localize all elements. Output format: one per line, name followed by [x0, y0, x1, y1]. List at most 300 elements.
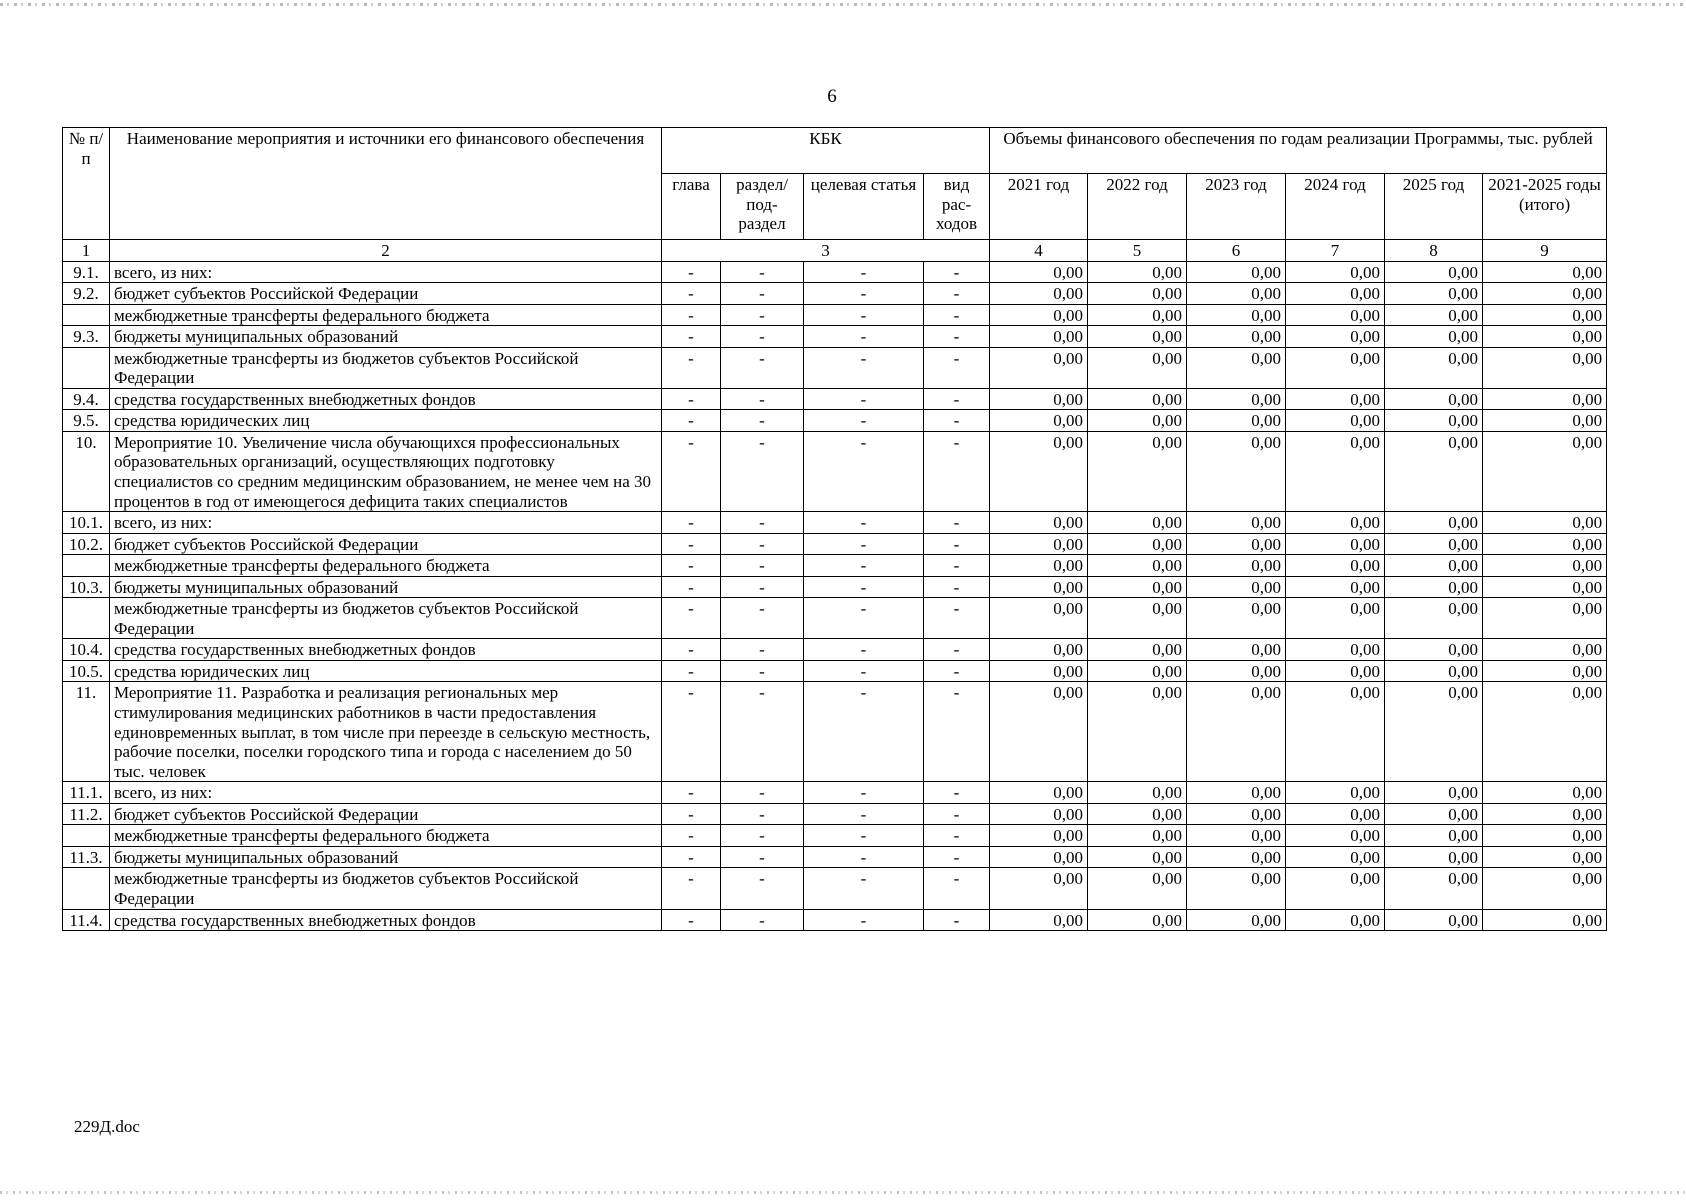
value-cell: 0,00	[1088, 782, 1187, 804]
value-cell: 0,00	[990, 576, 1088, 598]
header-kbk-statya: целевая статья	[804, 174, 924, 240]
table-row	[63, 261, 1607, 283]
value-cell: 0,00	[990, 431, 1088, 511]
value-cell: 0,00	[1385, 803, 1483, 825]
value-cell: 0,00	[1088, 846, 1187, 868]
kbk-cell: -	[924, 660, 990, 682]
value-cell: 0,00	[990, 261, 1088, 283]
value-cell: 0,00	[1286, 533, 1385, 555]
kbk-cell: -	[721, 576, 804, 598]
row-name: средства государственных внебюджетных фондов	[110, 639, 662, 661]
header-kbk: КБК	[662, 128, 990, 174]
row-name: средства юридических лиц	[110, 660, 662, 682]
value-cell: 0,00	[990, 639, 1088, 661]
value-cell: 0,00	[1187, 431, 1286, 511]
kbk-cell: -	[804, 803, 924, 825]
value-cell: 0,00	[1483, 868, 1607, 909]
kbk-cell: -	[721, 431, 804, 511]
table-row	[63, 803, 1607, 825]
kbk-cell: -	[804, 326, 924, 348]
value-cell: 0,00	[1385, 639, 1483, 661]
value-cell: 0,00	[1483, 533, 1607, 555]
value-cell: 0,00	[1385, 388, 1483, 410]
row-name: всего, из них:	[110, 261, 662, 283]
kbk-cell: -	[924, 803, 990, 825]
value-cell: 0,00	[1385, 431, 1483, 511]
index-cell: 5	[1088, 240, 1187, 262]
value-cell: 0,00	[1483, 846, 1607, 868]
header-kbk-vid: вид рас- ходов	[924, 174, 990, 240]
value-cell: 0,00	[990, 803, 1088, 825]
row-name: всего, из них:	[110, 782, 662, 804]
value-cell: 0,00	[990, 533, 1088, 555]
value-cell: 0,00	[1088, 555, 1187, 577]
value-cell: 0,00	[1385, 283, 1483, 305]
value-cell: 0,00	[1385, 682, 1483, 782]
kbk-cell: -	[662, 555, 721, 577]
kbk-cell: -	[721, 347, 804, 388]
kbk-cell: -	[721, 512, 804, 534]
kbk-cell: -	[804, 825, 924, 847]
row-name: межбюджетные трансферты из бюджетов субъектов Российской Федерации	[110, 347, 662, 388]
row-name: средства юридических лиц	[110, 410, 662, 432]
value-cell: 0,00	[1286, 782, 1385, 804]
value-cell: 0,00	[1088, 825, 1187, 847]
table-row	[63, 576, 1607, 598]
row-number	[63, 868, 110, 909]
kbk-cell: -	[924, 431, 990, 511]
kbk-cell: -	[721, 410, 804, 432]
kbk-cell: -	[662, 304, 721, 326]
value-cell: 0,00	[990, 598, 1088, 639]
value-cell: 0,00	[1088, 868, 1187, 909]
value-cell: 0,00	[1187, 304, 1286, 326]
kbk-cell: -	[662, 533, 721, 555]
index-cell: 4	[990, 240, 1088, 262]
table-row	[63, 660, 1607, 682]
value-cell: 0,00	[1088, 660, 1187, 682]
kbk-cell: -	[662, 388, 721, 410]
kbk-cell: -	[721, 598, 804, 639]
kbk-cell: -	[662, 410, 721, 432]
value-cell: 0,00	[1286, 868, 1385, 909]
kbk-cell: -	[924, 868, 990, 909]
value-cell: 0,00	[1286, 261, 1385, 283]
row-name: межбюджетные трансферты федерального бюджета	[110, 304, 662, 326]
value-cell: 0,00	[1187, 283, 1286, 305]
table-row	[63, 283, 1607, 305]
row-number: 11.2.	[63, 803, 110, 825]
value-cell: 0,00	[1483, 639, 1607, 661]
value-cell: 0,00	[1187, 803, 1286, 825]
value-cell: 0,00	[1483, 660, 1607, 682]
header-year-2025: 2025 год	[1385, 174, 1483, 240]
index-cell: 6	[1187, 240, 1286, 262]
kbk-cell: -	[924, 825, 990, 847]
header-year-total: 2021-2025 годы (итого)	[1483, 174, 1607, 240]
table-row	[63, 410, 1607, 432]
index-cell: 2	[110, 240, 662, 262]
kbk-cell: -	[924, 909, 990, 931]
row-name: средства государственных внебюджетных фондов	[110, 388, 662, 410]
index-cell: 8	[1385, 240, 1483, 262]
value-cell: 0,00	[1385, 909, 1483, 931]
row-number: 11.3.	[63, 846, 110, 868]
value-cell: 0,00	[1286, 660, 1385, 682]
table-row	[63, 825, 1607, 847]
row-number: 9.4.	[63, 388, 110, 410]
value-cell: 0,00	[1483, 512, 1607, 534]
value-cell: 0,00	[1088, 512, 1187, 534]
row-number	[63, 304, 110, 326]
value-cell: 0,00	[1187, 555, 1286, 577]
value-cell: 0,00	[1385, 410, 1483, 432]
kbk-cell: -	[662, 803, 721, 825]
value-cell: 0,00	[990, 825, 1088, 847]
value-cell: 0,00	[1385, 261, 1483, 283]
kbk-cell: -	[662, 261, 721, 283]
kbk-cell: -	[804, 682, 924, 782]
kbk-cell: -	[924, 304, 990, 326]
kbk-cell: -	[662, 782, 721, 804]
kbk-cell: -	[662, 660, 721, 682]
value-cell: 0,00	[1286, 410, 1385, 432]
value-cell: 0,00	[1187, 868, 1286, 909]
value-cell: 0,00	[1286, 555, 1385, 577]
row-number: 10.	[63, 431, 110, 511]
kbk-cell: -	[924, 388, 990, 410]
value-cell: 0,00	[1385, 304, 1483, 326]
file-name-footer: 229Д.doc	[74, 1117, 140, 1136]
value-cell: 0,00	[990, 304, 1088, 326]
row-name: бюджет субъектов Российской Федерации	[110, 803, 662, 825]
value-cell: 0,00	[1483, 555, 1607, 577]
kbk-cell: -	[804, 639, 924, 661]
kbk-cell: -	[721, 825, 804, 847]
kbk-cell: -	[721, 555, 804, 577]
value-cell: 0,00	[990, 909, 1088, 931]
row-number	[63, 825, 110, 847]
value-cell: 0,00	[1286, 682, 1385, 782]
table-row	[63, 431, 1607, 511]
value-cell: 0,00	[1187, 410, 1286, 432]
value-cell: 0,00	[1286, 326, 1385, 348]
value-cell: 0,00	[1187, 512, 1286, 534]
value-cell: 0,00	[1385, 782, 1483, 804]
value-cell: 0,00	[1088, 347, 1187, 388]
header-num: № п/п	[63, 128, 110, 240]
kbk-cell: -	[924, 410, 990, 432]
value-cell: 0,00	[1088, 304, 1187, 326]
kbk-cell: -	[804, 598, 924, 639]
value-cell: 0,00	[1187, 660, 1286, 682]
value-cell: 0,00	[1286, 576, 1385, 598]
value-cell: 0,00	[1088, 326, 1187, 348]
kbk-cell: -	[662, 598, 721, 639]
header-year-2023: 2023 год	[1187, 174, 1286, 240]
table-row	[63, 304, 1607, 326]
kbk-cell: -	[721, 304, 804, 326]
value-cell: 0,00	[1483, 388, 1607, 410]
row-number: 11.4.	[63, 909, 110, 931]
row-name: бюджеты муниципальных образований	[110, 326, 662, 348]
value-cell: 0,00	[990, 283, 1088, 305]
table-row	[63, 347, 1607, 388]
header-kbk-razdel: раздел/ под- раздел	[721, 174, 804, 240]
value-cell: 0,00	[1088, 803, 1187, 825]
kbk-cell: -	[804, 555, 924, 577]
value-cell: 0,00	[1286, 803, 1385, 825]
value-cell: 0,00	[1385, 846, 1483, 868]
value-cell: 0,00	[1483, 576, 1607, 598]
value-cell: 0,00	[1286, 304, 1385, 326]
value-cell: 0,00	[1088, 598, 1187, 639]
scan-edge-bottom	[0, 1191, 1686, 1194]
row-number: 11.1.	[63, 782, 110, 804]
kbk-cell: -	[924, 326, 990, 348]
table-row	[63, 555, 1607, 577]
header-kbk-glava: глава	[662, 174, 721, 240]
kbk-cell: -	[804, 347, 924, 388]
table-row	[63, 846, 1607, 868]
table-row	[63, 909, 1607, 931]
table-row	[63, 868, 1607, 909]
value-cell: 0,00	[1088, 639, 1187, 661]
value-cell: 0,00	[1286, 598, 1385, 639]
row-number	[63, 347, 110, 388]
kbk-cell: -	[662, 326, 721, 348]
kbk-cell: -	[721, 682, 804, 782]
value-cell: 0,00	[1187, 639, 1286, 661]
value-cell: 0,00	[1187, 825, 1286, 847]
value-cell: 0,00	[1088, 909, 1187, 931]
value-cell: 0,00	[1385, 326, 1483, 348]
value-cell: 0,00	[1088, 388, 1187, 410]
value-cell: 0,00	[990, 512, 1088, 534]
row-number: 10.2.	[63, 533, 110, 555]
value-cell: 0,00	[1088, 576, 1187, 598]
value-cell: 0,00	[990, 660, 1088, 682]
value-cell: 0,00	[1483, 326, 1607, 348]
value-cell: 0,00	[990, 326, 1088, 348]
kbk-cell: -	[662, 846, 721, 868]
kbk-cell: -	[662, 576, 721, 598]
value-cell: 0,00	[1286, 639, 1385, 661]
row-number: 9.3.	[63, 326, 110, 348]
row-name: межбюджетные трансферты из бюджетов субъектов Российской Федерации	[110, 868, 662, 909]
row-name: Мероприятие 10. Увеличение числа обучающихся профессиональных образовательных организаций, осуществляющих подготовку специалистов со средним медицинским образованием, не менее чем на 30 процентов в год от имеющегося дефицита таких специалистов	[110, 431, 662, 511]
value-cell: 0,00	[990, 347, 1088, 388]
scan-edge-top	[0, 3, 1686, 6]
table-row	[63, 598, 1607, 639]
value-cell: 0,00	[1385, 347, 1483, 388]
header-row-1	[63, 128, 1607, 174]
value-cell: 0,00	[1088, 682, 1187, 782]
value-cell: 0,00	[1385, 825, 1483, 847]
table-row	[63, 639, 1607, 661]
kbk-cell: -	[804, 782, 924, 804]
kbk-cell: -	[804, 909, 924, 931]
row-number: 10.3.	[63, 576, 110, 598]
value-cell: 0,00	[1286, 512, 1385, 534]
kbk-cell: -	[804, 576, 924, 598]
value-cell: 0,00	[1483, 431, 1607, 511]
value-cell: 0,00	[1187, 261, 1286, 283]
row-name: межбюджетные трансферты федерального бюджета	[110, 825, 662, 847]
value-cell: 0,00	[990, 868, 1088, 909]
value-cell: 0,00	[1483, 782, 1607, 804]
index-cell: 3	[662, 240, 990, 262]
value-cell: 0,00	[1187, 846, 1286, 868]
value-cell: 0,00	[1483, 825, 1607, 847]
value-cell: 0,00	[1483, 909, 1607, 931]
value-cell: 0,00	[1286, 347, 1385, 388]
value-cell: 0,00	[1483, 803, 1607, 825]
kbk-cell: -	[662, 682, 721, 782]
kbk-cell: -	[721, 846, 804, 868]
value-cell: 0,00	[1483, 682, 1607, 782]
value-cell: 0,00	[1187, 598, 1286, 639]
value-cell: 0,00	[1187, 782, 1286, 804]
row-number: 9.1.	[63, 261, 110, 283]
kbk-cell: -	[721, 909, 804, 931]
index-cell: 7	[1286, 240, 1385, 262]
value-cell: 0,00	[990, 782, 1088, 804]
value-cell: 0,00	[1385, 868, 1483, 909]
kbk-cell: -	[721, 639, 804, 661]
value-cell: 0,00	[990, 410, 1088, 432]
row-name: средства государственных внебюджетных фондов	[110, 909, 662, 931]
kbk-cell: -	[721, 283, 804, 305]
value-cell: 0,00	[1483, 598, 1607, 639]
value-cell: 0,00	[1286, 431, 1385, 511]
kbk-cell: -	[721, 533, 804, 555]
kbk-cell: -	[804, 283, 924, 305]
index-row	[63, 240, 1607, 262]
page-number: 6	[827, 86, 837, 107]
row-name: бюджет субъектов Российской Федерации	[110, 283, 662, 305]
row-number: 11.	[63, 682, 110, 782]
value-cell: 0,00	[1286, 283, 1385, 305]
value-cell: 0,00	[1286, 846, 1385, 868]
table-row	[63, 388, 1607, 410]
row-number: 10.4.	[63, 639, 110, 661]
kbk-cell: -	[924, 576, 990, 598]
kbk-cell: -	[924, 598, 990, 639]
row-name: Мероприятие 11. Разработка и реализация региональных мер стимулирования медицинских работников в части предоставления единовременных выплат, в том числе при переезде в сельскую местность, рабочие поселки, поселки городского типа и города с населением до 50 тыс. человек	[110, 682, 662, 782]
value-cell: 0,00	[1187, 909, 1286, 931]
value-cell: 0,00	[1483, 304, 1607, 326]
kbk-cell: -	[924, 533, 990, 555]
row-number: 9.5.	[63, 410, 110, 432]
index-cell: 9	[1483, 240, 1607, 262]
kbk-cell: -	[804, 868, 924, 909]
kbk-cell: -	[804, 533, 924, 555]
table-row	[63, 326, 1607, 348]
kbk-cell: -	[662, 347, 721, 388]
value-cell: 0,00	[1088, 410, 1187, 432]
value-cell: 0,00	[990, 388, 1088, 410]
header-year-2022: 2022 год	[1088, 174, 1187, 240]
value-cell: 0,00	[1286, 909, 1385, 931]
kbk-cell: -	[721, 261, 804, 283]
finance-table	[62, 127, 1607, 931]
kbk-cell: -	[721, 388, 804, 410]
value-cell: 0,00	[1187, 347, 1286, 388]
kbk-cell: -	[924, 283, 990, 305]
value-cell: 0,00	[990, 682, 1088, 782]
value-cell: 0,00	[1385, 555, 1483, 577]
table-row	[63, 682, 1607, 782]
value-cell: 0,00	[1385, 598, 1483, 639]
value-cell: 0,00	[1483, 261, 1607, 283]
row-name: всего, из них:	[110, 512, 662, 534]
kbk-cell: -	[924, 639, 990, 661]
header-volumes: Объемы финансового обеспечения по годам реализации Программы, тыс. рублей	[990, 128, 1607, 174]
kbk-cell: -	[662, 825, 721, 847]
kbk-cell: -	[924, 682, 990, 782]
kbk-cell: -	[804, 261, 924, 283]
kbk-cell: -	[721, 868, 804, 909]
kbk-cell: -	[804, 512, 924, 534]
value-cell: 0,00	[990, 555, 1088, 577]
value-cell: 0,00	[1088, 261, 1187, 283]
row-number: 10.5.	[63, 660, 110, 682]
value-cell: 0,00	[1385, 512, 1483, 534]
kbk-cell: -	[924, 512, 990, 534]
kbk-cell: -	[662, 431, 721, 511]
row-name: межбюджетные трансферты федерального бюджета	[110, 555, 662, 577]
kbk-cell: -	[721, 660, 804, 682]
value-cell: 0,00	[1187, 533, 1286, 555]
kbk-cell: -	[924, 555, 990, 577]
kbk-cell: -	[662, 283, 721, 305]
row-number: 9.2.	[63, 283, 110, 305]
index-cell: 1	[63, 240, 110, 262]
kbk-cell: -	[804, 388, 924, 410]
value-cell: 0,00	[1385, 533, 1483, 555]
kbk-cell: -	[924, 846, 990, 868]
header-year-2021: 2021 год	[990, 174, 1088, 240]
value-cell: 0,00	[1385, 576, 1483, 598]
value-cell: 0,00	[1286, 825, 1385, 847]
kbk-cell: -	[662, 639, 721, 661]
value-cell: 0,00	[1187, 682, 1286, 782]
header-name: Наименование мероприятия и источники его финансового обеспечения	[110, 128, 662, 240]
value-cell: 0,00	[1483, 347, 1607, 388]
value-cell: 0,00	[1088, 533, 1187, 555]
row-number: 10.1.	[63, 512, 110, 534]
row-name: бюджет субъектов Российской Федерации	[110, 533, 662, 555]
kbk-cell: -	[662, 909, 721, 931]
value-cell: 0,00	[1483, 410, 1607, 432]
row-name: бюджеты муниципальных образований	[110, 846, 662, 868]
table-row	[63, 533, 1607, 555]
kbk-cell: -	[804, 431, 924, 511]
value-cell: 0,00	[1385, 660, 1483, 682]
kbk-cell: -	[924, 261, 990, 283]
kbk-cell: -	[721, 326, 804, 348]
table-row	[63, 782, 1607, 804]
value-cell: 0,00	[1088, 283, 1187, 305]
kbk-cell: -	[721, 803, 804, 825]
row-name: бюджеты муниципальных образований	[110, 576, 662, 598]
value-cell: 0,00	[1286, 388, 1385, 410]
table-body	[63, 261, 1607, 931]
value-cell: 0,00	[1187, 388, 1286, 410]
value-cell: 0,00	[1187, 576, 1286, 598]
value-cell: 0,00	[1187, 326, 1286, 348]
